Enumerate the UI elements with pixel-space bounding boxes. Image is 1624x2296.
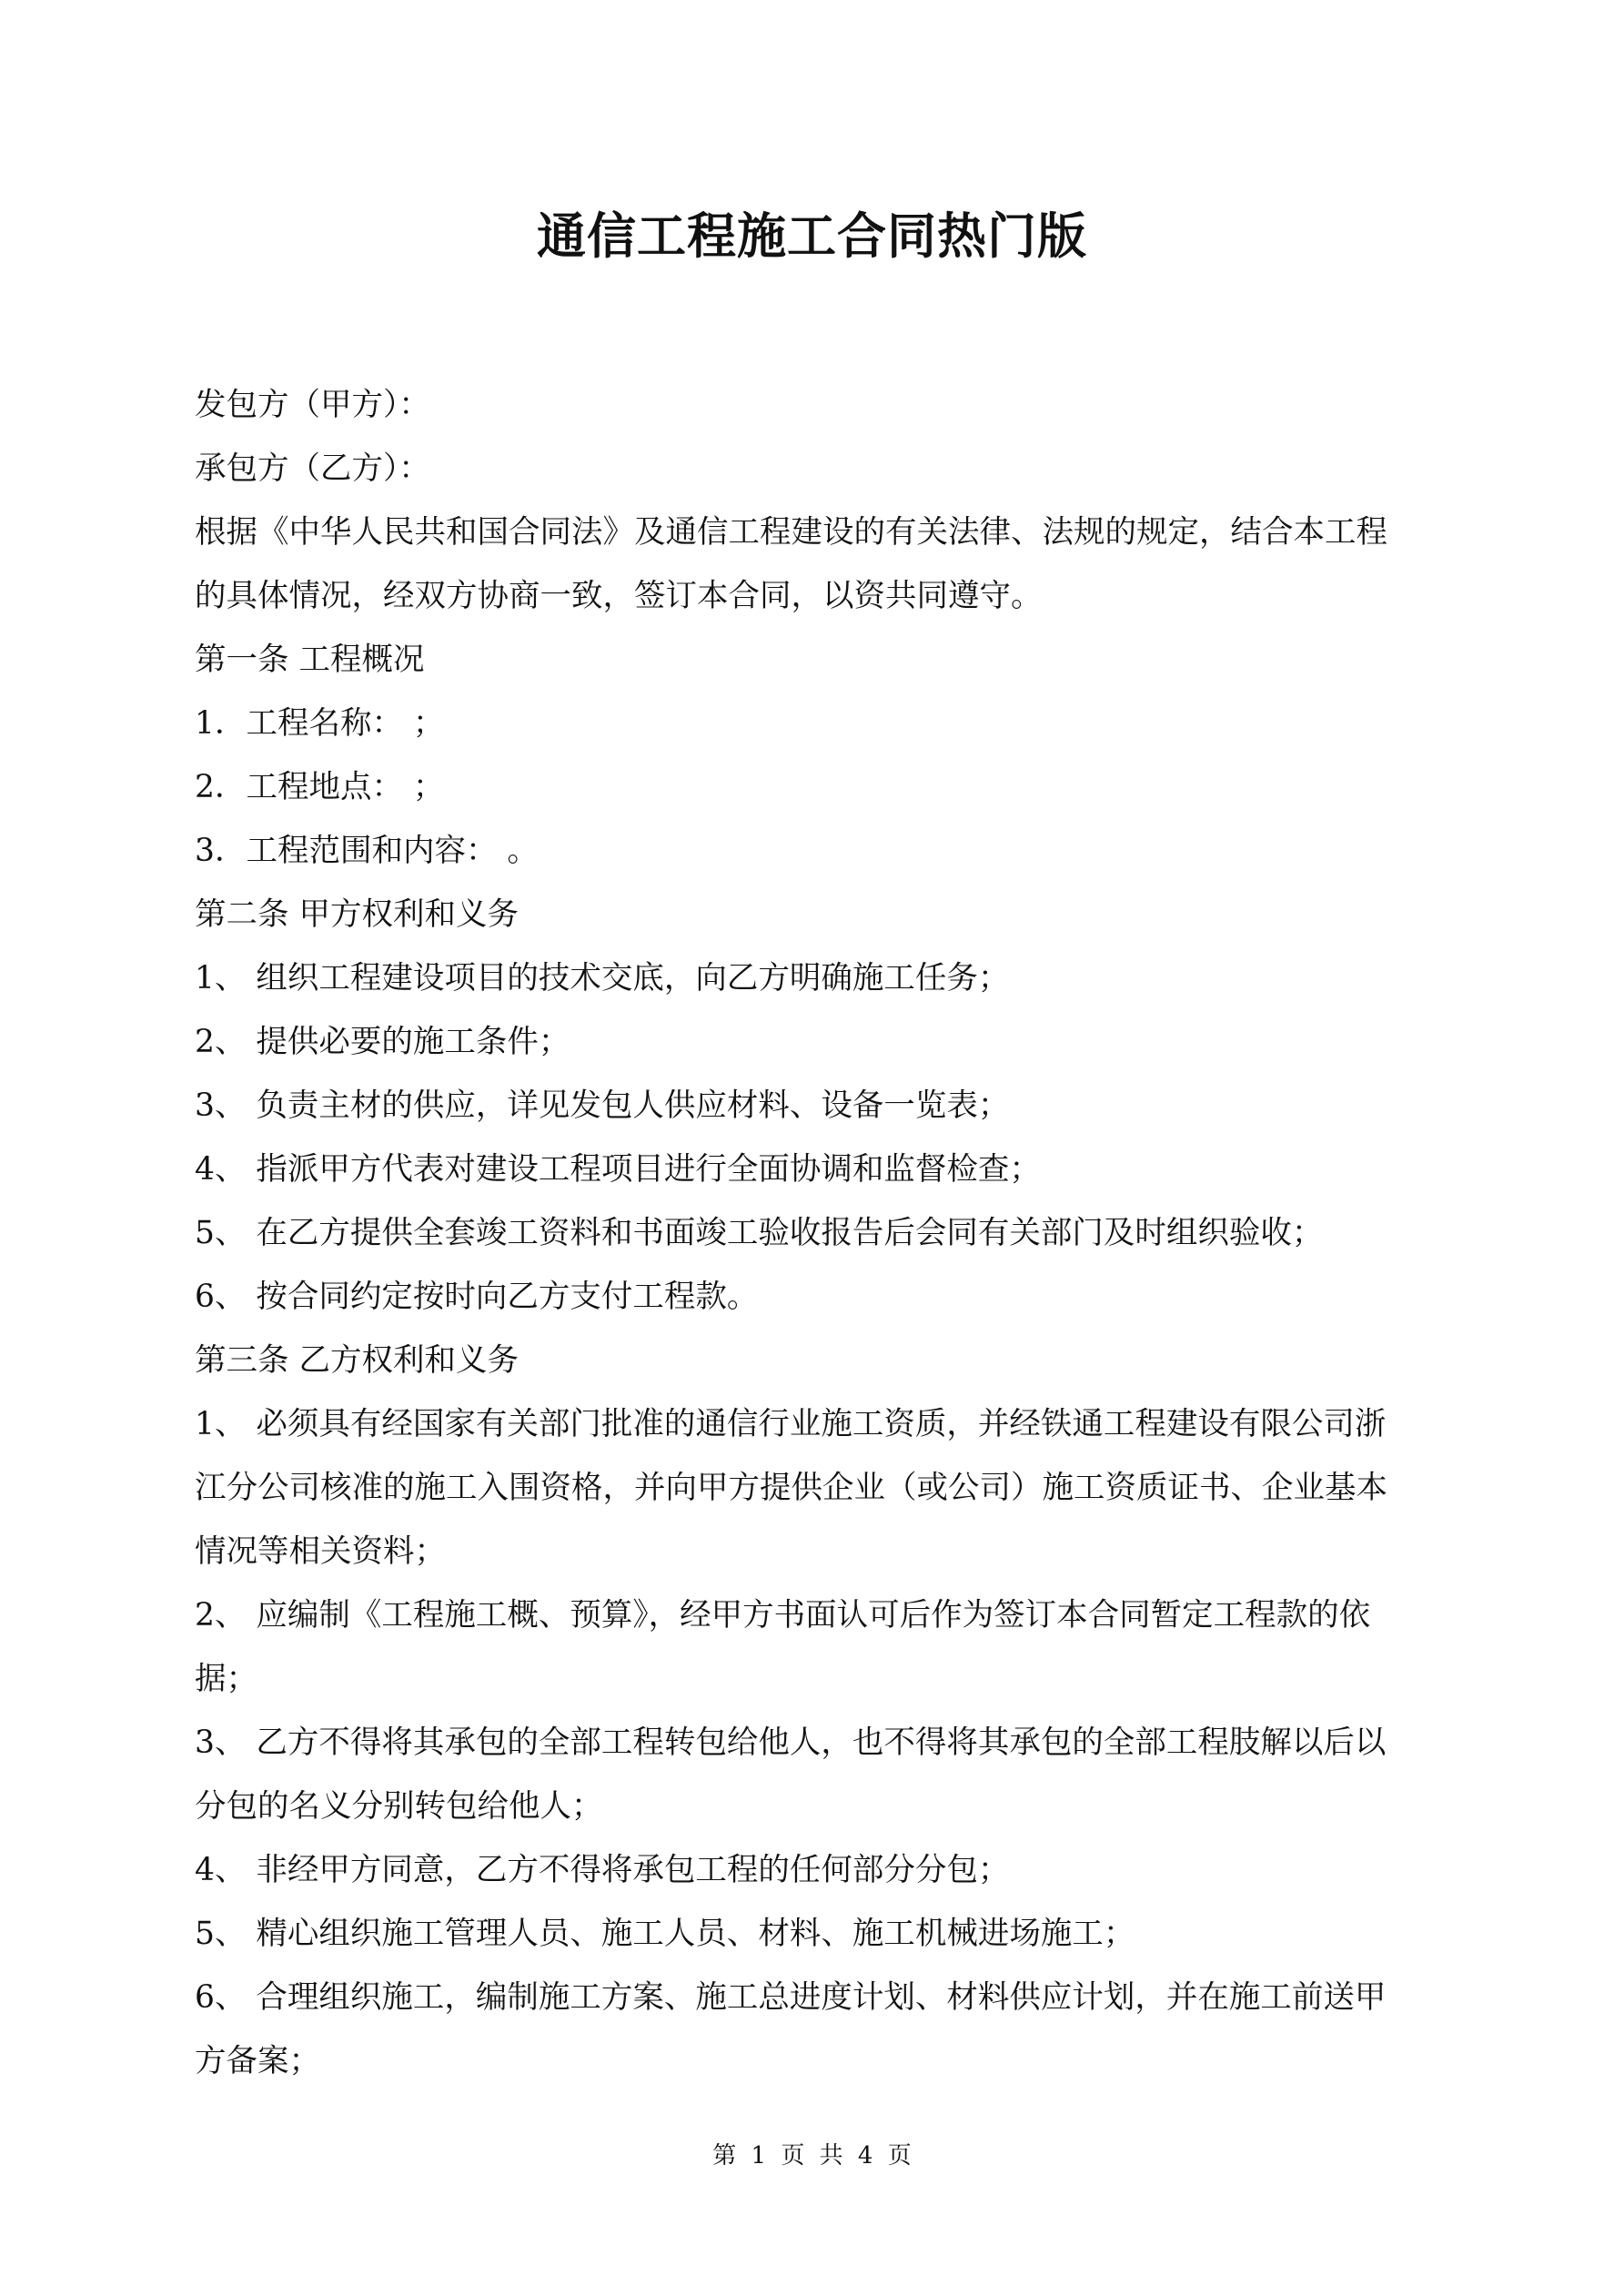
line-preamble-2: 的具体情况，经双方协商一致，签订本合同，以资共同遵守。 xyxy=(195,578,1043,614)
line-article-3-item-1c: 情况等相关资料； xyxy=(195,1533,446,1570)
line-article-3-item-6b: 方备案； xyxy=(195,2043,320,2079)
line-article-3-item-3b: 分包的名义分别转包给他人； xyxy=(195,1788,603,1825)
line-article-3-item-4: 4、 非经甲方同意，乙方不得将承包工程的任何部分分包； xyxy=(195,1852,1010,1888)
line-preamble-1: 根据《中华人民共和国合同法》及通信工程建设的有关法律、法规的规定，结合本工程 xyxy=(195,514,1387,551)
line-article-2-item-5: 5、 在乙方提供全套竣工资料和书面竣工验收报告后会同有关部门及时组织验收； xyxy=(195,1215,1324,1251)
line-article-2-item-3: 3、 负责主材的供应，详见发包人供应材料、设备一览表； xyxy=(195,1087,1010,1124)
line-article-3-item-6a: 6、 合理组织施工，编制施工方案、施工总进度计划、材料供应计划，并在施工前送甲 xyxy=(195,1979,1387,2016)
line-article-3-item-1a: 1、 必须具有经国家有关部门批准的通信行业施工资质，并经铁通工程建设有限公司浙 xyxy=(195,1406,1387,1442)
document-title: 通信工程施工合同热门版 xyxy=(537,207,1087,265)
line-article-3-item-2a: 2、 应编制《工程施工概、预算》，经甲方书面认可后作为签订本合同暂定工程款的依 xyxy=(195,1597,1371,1633)
line-article-2-heading: 第二条 甲方权利和义务 xyxy=(195,896,519,933)
line-party-b: 承包方（乙方）： xyxy=(195,450,430,487)
line-article-2-item-2: 2、 提供必要的施工条件； xyxy=(195,1024,570,1060)
line-article-1-item-1: 1．工程名称： ； xyxy=(195,705,445,742)
line-article-1-item-3: 3．工程范围和内容： 。 xyxy=(195,833,539,869)
line-party-a: 发包方（甲方）： xyxy=(195,387,430,423)
line-article-1-heading: 第一条 工程概况 xyxy=(195,642,425,678)
line-article-2-item-4: 4、 指派甲方代表对建设工程项目进行全面协调和监督检查； xyxy=(195,1151,1041,1188)
line-article-2-item-6: 6、 按合同约定按时向乙方支付工程款。 xyxy=(195,1279,759,1315)
line-article-3-item-2b: 据； xyxy=(195,1661,257,1697)
line-article-3-item-1b: 江分公司核准的施工入围资格，并向甲方提供企业（或公司）施工资质证书、企业基本 xyxy=(195,1470,1387,1506)
line-article-3-heading: 第三条 乙方权利和义务 xyxy=(195,1342,519,1379)
line-article-3-item-5: 5、 精心组织施工管理人员、施工人员、材料、施工机械进场施工； xyxy=(195,1916,1135,1952)
line-article-2-item-1: 1、 组织工程建设项目的技术交底，向乙方明确施工任务； xyxy=(195,960,1010,996)
line-article-3-item-3a: 3、 乙方不得将其承包的全部工程转包给他人，也不得将其承包的全部工程肢解以后以 xyxy=(195,1725,1387,1761)
page-footer: 第 1 页 共 4 页 xyxy=(712,2142,912,2170)
line-article-1-item-2: 2．工程地点： ； xyxy=(195,769,445,805)
